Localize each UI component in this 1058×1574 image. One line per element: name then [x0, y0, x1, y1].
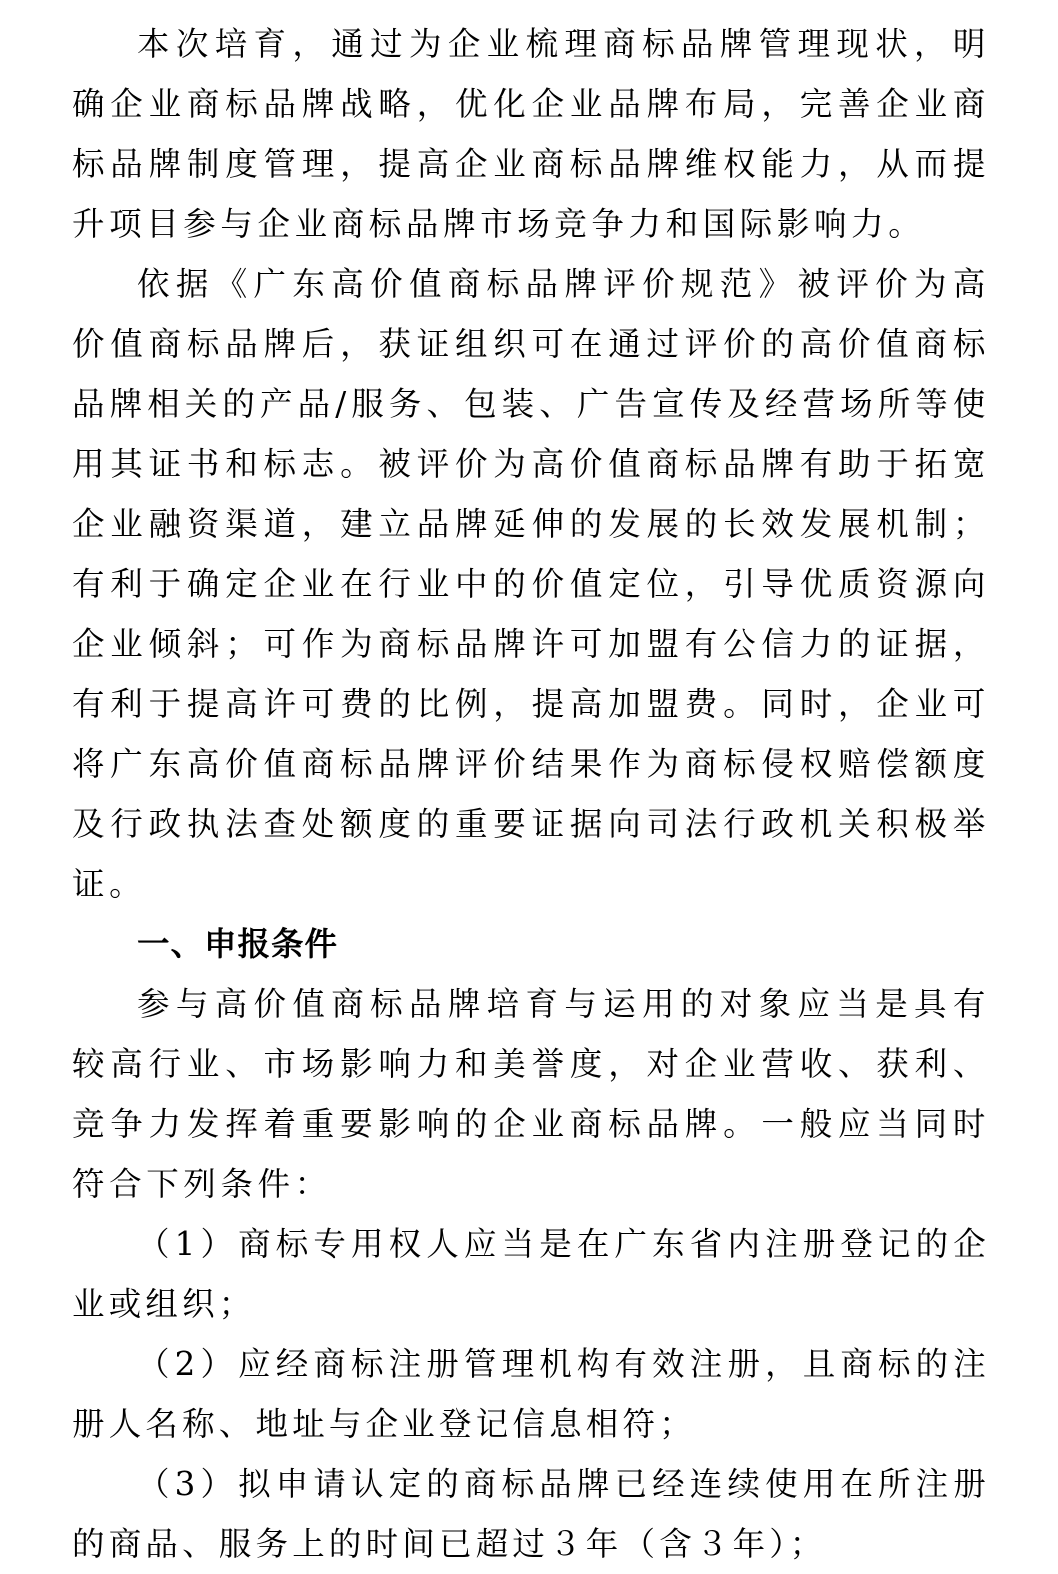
paragraph-cultivation-purpose: 本次培育，通过为企业梳理商标品牌管理现状，明确企业商标品牌战略，优化企业品牌布局，完善企业商标品牌制度管理，提高企业商标品牌维权能力，从而提升项目参与企业商标品牌市场竞争力和国际影响力。 — [72, 25, 990, 243]
condition-item-1: （1）商标专用权人应当是在广东省内注册登记的企业或组织； — [72, 1225, 990, 1323]
paragraph-evaluation-benefits: 依据《广东高价值商标品牌评价规范》被评价为高价值商标品牌后，获证组织可在通过评价的高价值商标品牌相关的产品/服务、包装、广告宣传及经营场所等使用其证书和标志。被评价为高价值商标品牌有助于拓宽企业融资渠道，建立品牌延伸的发展的长效发展机制；有利于确定企业在行业中的价值定位，引导优质资源向企业倾斜；可作为商标品牌许可加盟有公信力的证据，有利于提高许可费的比例，提高加盟费。同时，企业可将广东高价值商标品牌评价结果作为商标侵权赔偿额度及行政执法查处额度的重要证据向司法行政机关积极举证。 — [72, 265, 990, 903]
document-page — [72, 14, 990, 1574]
paragraph-section-intro: 参与高价值商标品牌培育与运用的对象应当是具有较高行业、市场影响力和美誉度，对企业营收、获利、竞争力发挥着重要影响的企业商标品牌。一般应当同时符合下列条件： — [72, 985, 990, 1203]
condition-item-3: （3）拟申请认定的商标品牌已经连续使用在所注册的商品、服务上的时间已超过３年（含３年）； — [72, 1465, 990, 1563]
section-heading: 一、申报条件 — [137, 925, 339, 963]
condition-item-2: （2）应经商标注册管理机构有效注册，且商标的注册人名称、地址与企业登记信息相符； — [72, 1345, 990, 1443]
